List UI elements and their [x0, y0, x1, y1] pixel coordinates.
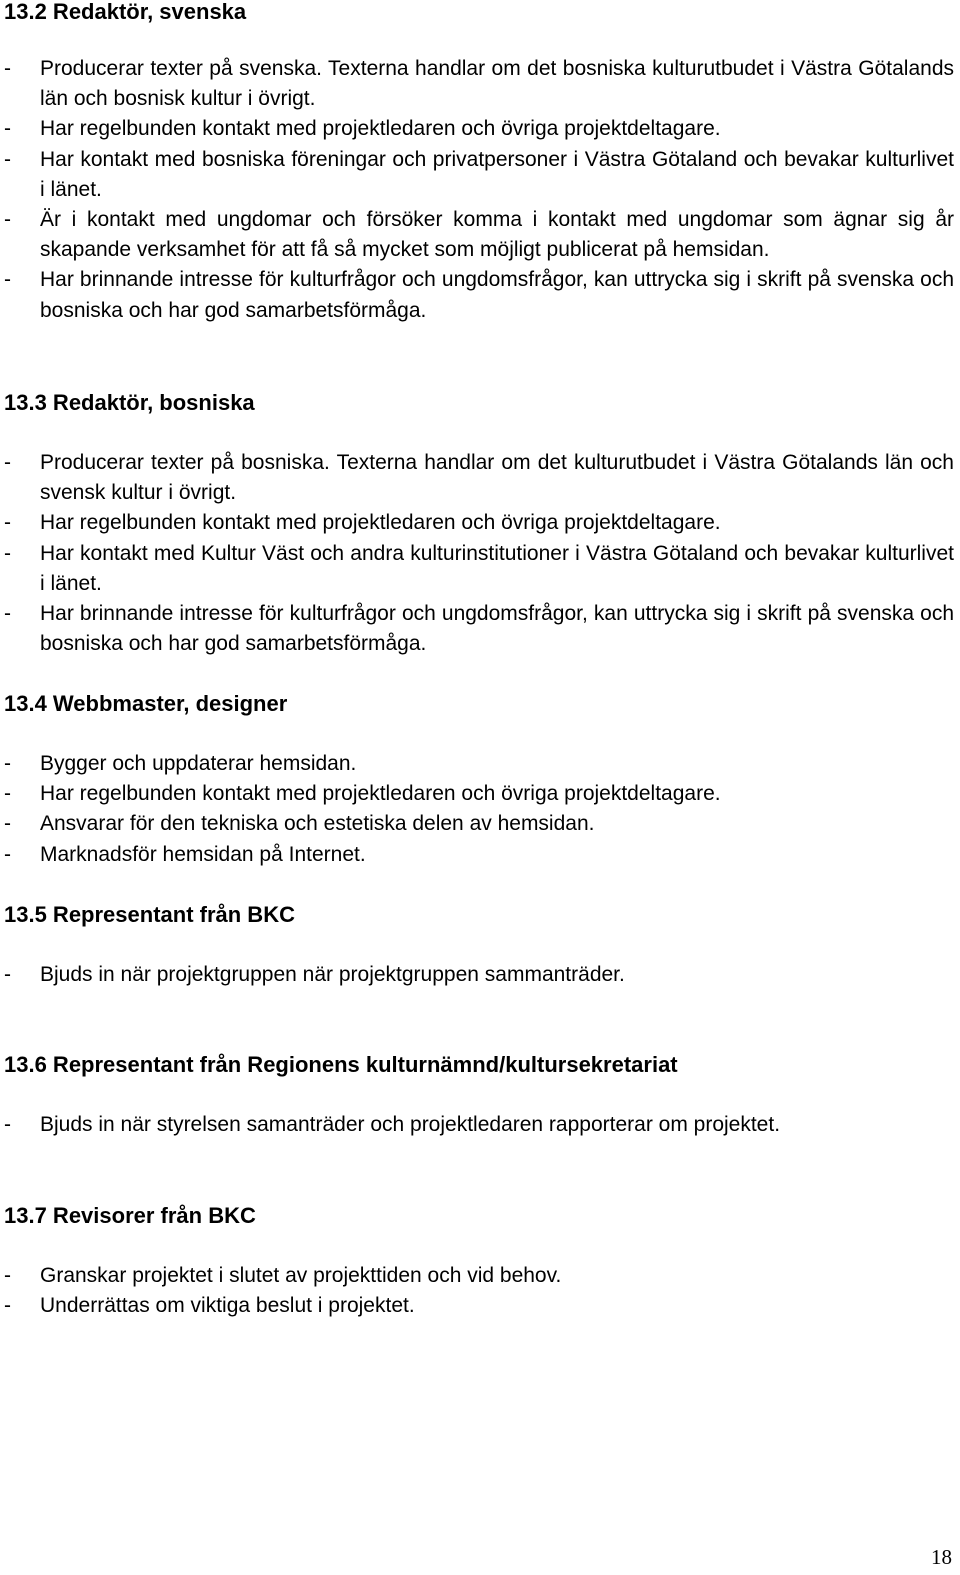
section-heading: 13.4 Webbmaster, designer [4, 691, 288, 716]
page-number: 18 [931, 1545, 952, 1569]
list-item: - Underrättas om viktiga beslut i projektet. [4, 1291, 954, 1321]
section-redaktor-bosniska [4, 388, 954, 659]
bullet-list [4, 1261, 954, 1321]
section-heading: 13.7 Revisorer från BKC [4, 1203, 256, 1228]
bullet-list [4, 1110, 954, 1140]
bullet-list [4, 749, 954, 870]
bullet-list [4, 54, 954, 326]
list-item: - Bjuds in när projektgruppen när projektgruppen sammanträder. [4, 960, 954, 990]
list-item: - Granskar projektet i slutet av projekttiden och vid behov. [4, 1261, 954, 1291]
list-item: - Har brinnande intresse för kulturfrågor och ungdomsfrågor, kan uttrycka sig i skrift på svenska och bosniska och har god samarbetsförmåga. [4, 599, 954, 659]
section-heading: 13.5 Representant från BKC [4, 902, 295, 927]
list-item: - Har kontakt med bosniska föreningar och privatpersoner i Västra Götaland och bevakar kulturlivet i länet. [4, 145, 954, 205]
list-item: - Har regelbunden kontakt med projektledaren och övriga projektdeltagare. [4, 114, 954, 144]
list-item: - Producerar texter på svenska. Texterna handlar om det bosniska kulturutbudet i Västra Götalands län och bosnisk kultur i övrigt. [4, 54, 954, 114]
list-item: - Ansvarar för den tekniska och estetiska delen av hemsidan. [4, 809, 954, 839]
section-representant-regionen [4, 1050, 954, 1140]
list-item: - Marknadsför hemsidan på Internet. [4, 840, 954, 870]
section-webbmaster [4, 689, 954, 870]
section-heading: 13.6 Representant från Regionens kulturnämnd/kultursekretariat [4, 1052, 678, 1077]
section-revisorer [4, 1201, 954, 1321]
bullet-list [4, 960, 954, 990]
list-item: - Har kontakt med Kultur Väst och andra kulturinstitutioner i Västra Götaland och bevakar kulturlivet i länet. [4, 539, 954, 599]
list-item: - Har regelbunden kontakt med projektledaren och övriga projektdeltagare. [4, 508, 954, 538]
bullet-list [4, 448, 954, 659]
list-item: - Är i kontakt med ungdomar och försöker komma i kontakt med ungdomar som ägnar sig år skapande verksamhet för att få så mycket som möjligt publicerat på hemsidan. [4, 205, 954, 265]
list-item: - Bjuds in när styrelsen samanträder och projektledaren rapporterar om projektet. [4, 1110, 954, 1140]
list-item: - Bygger och uppdaterar hemsidan. [4, 749, 954, 779]
section-redaktor-svenska [4, 0, 954, 326]
list-item: - Producerar texter på bosniska. Texterna handlar om det kulturutbudet i Västra Götalands län och svensk kultur i övrigt. [4, 448, 954, 508]
section-representant-bkc [4, 900, 954, 990]
list-item: - Har brinnande intresse för kulturfrågor och ungdomsfrågor, kan uttrycka sig i skrift på svenska och bosniska och har god samarbetsförmåga. [4, 265, 954, 325]
section-heading: 13.3 Redaktör, bosniska [4, 390, 255, 415]
section-heading: 13.2 Redaktör, svenska [4, 0, 247, 24]
list-item: - Har regelbunden kontakt med projektledaren och övriga projektdeltagare. [4, 779, 954, 809]
